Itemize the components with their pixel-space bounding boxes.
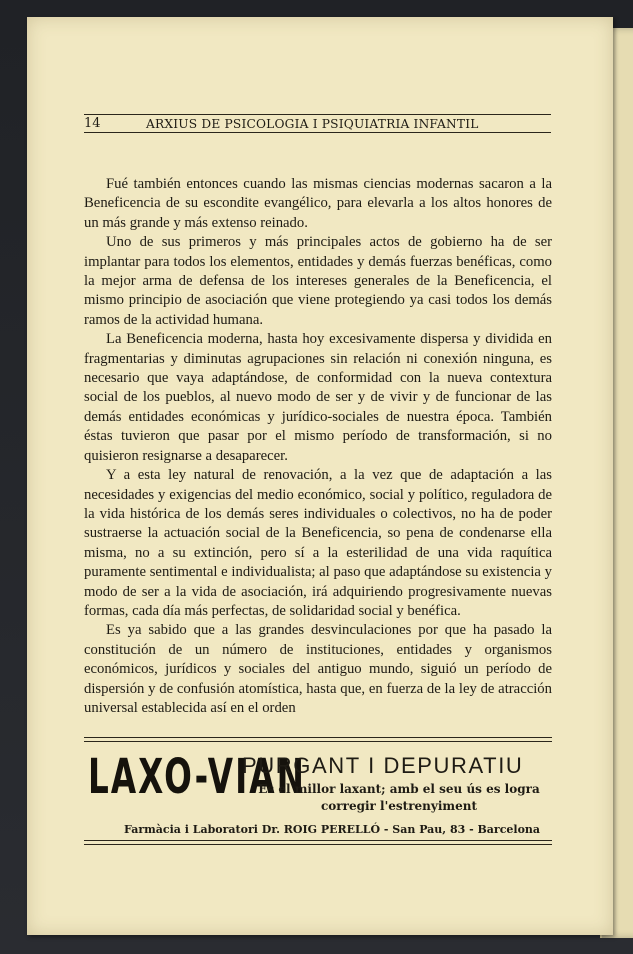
- running-title: ARXIUS DE PSICOLOGIA I PSIQUIATRIA INFANTIL: [146, 117, 479, 131]
- ad-headline: PURGANT I DEPURATIU: [242, 753, 524, 778]
- advertisement: [84, 735, 552, 849]
- ad-tagline: Es el millor laxant; amb el seu ús es logra corregir l'estrenyiment: [258, 782, 540, 813]
- header-rule-bottom: [84, 132, 551, 133]
- header-rule-top: [84, 114, 551, 115]
- running-header: [84, 114, 551, 136]
- paragraph: Y a esta ley natural de renovación, a la vez que de adaptación a las necesidades y exigencias del medio económico, social y político, reguladora de la vida histórica de los demás seres individuales o colectivos, no ha de poder sustraerse la actuación social de la Beneficencia, so pena de condenarse ella misma, no a su extinción, pero sí a la esterilidad de una vida raquítica puramente sentimental e individualista; al paso que adaptándose su existencia y modo de ser a la vida de asociación, irá adquiriendo progresivamente nuevas formas, cada día más perfectas, de solidaridad social y benéfica.: [84, 467, 552, 619]
- ad-brand-name: LAXO-VIAN: [88, 749, 306, 805]
- paragraph: La Beneficencia moderna, hasta hoy excesivamente dispersa y dividida en fragmentarias y diminutas agrupaciones sin relación ni conexión ninguna, es necesario que vaya adaptándose, de conformidad con la nueva contextura social de los pueblos, al nuevo modo de ser y de vivir y de funcionar de las demás entidades económicas y jurídico-sociales de nuestra época. También éstas tuvieron que pasar por el mismo período de transformación, si no quisieron resignarse a desaparecer.: [84, 331, 552, 464]
- article-body: [84, 175, 552, 718]
- page-number: 14: [84, 116, 101, 131]
- paragraph: Uno de sus primeros y más principales actos de gobierno ha de ser implantar para todos los elementos, entidades y demás fuerzas benéficas, como la mejor arma de defensa de los intereses generales de la Beneficencia, el mismo principio de asociación que viene protegiendo ya casi todos los demás ramos de la actividad humana.: [84, 234, 552, 328]
- ad-rule-bottom: [84, 844, 552, 845]
- ad-rule-top-inner: [84, 741, 552, 742]
- paragraph: Es ya sabido que a las grandes desvinculaciones por que ha pasado la constitución de un número de instituciones, entidades y organismos económicos, jurídicos y sociales del antiguo mundo, siguió un período de dispersión y de confusión atomística, hasta que, en fuerza de la ley de atracción universal establecida así en el orden: [84, 622, 552, 716]
- book-page: [27, 17, 613, 935]
- ad-rule-bottom-inner: [84, 840, 552, 841]
- paragraph: Fué también entonces cuando las mismas ciencias modernas sacaron a la Beneficencia de su escondite evangélico, para elevarla a los altos honores de un más grande y más extenso reinado.: [84, 176, 552, 231]
- ad-address: Farmàcia i Laboratori Dr. ROIG PERELLÓ - San Pau, 83 - Barcelona: [124, 823, 541, 836]
- ad-rule-top: [84, 737, 552, 738]
